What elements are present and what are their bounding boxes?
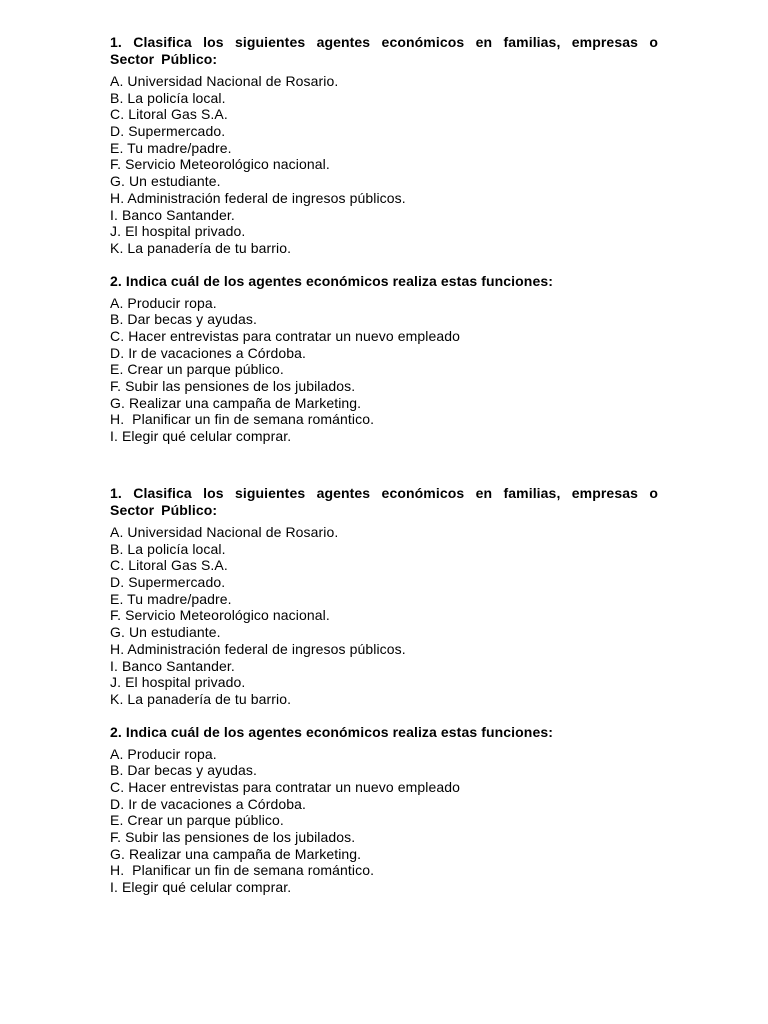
list-item: D. Supermercado.: [110, 574, 226, 591]
worksheet-copy-2: [110, 485, 658, 896]
list-item: H. Planificar un fin de semana romántico.: [110, 862, 375, 879]
question-2-title: 2. Indica cuál de los agentes económicos realiza estas funciones:: [110, 723, 553, 740]
list-item: F. Subir las pensiones de los jubilados.: [110, 378, 356, 394]
worksheet-copy-1: [110, 34, 658, 445]
list-item: D. Ir de vacaciones a Córdoba.: [110, 795, 306, 812]
list-item: B. La policía local.: [110, 540, 226, 557]
question-1-title: 1. Clasifica los siguientes agentes económicos en familias, empresas o Sector Público:: [110, 34, 658, 67]
question-1-list: [110, 73, 658, 257]
list-item: D. Supermercado.: [110, 123, 226, 140]
list-item: I. Elegir qué celular comprar.: [110, 879, 292, 896]
list-item: F. Servicio Meteorológico nacional.: [110, 607, 330, 624]
list-item: A. Universidad Nacional de Rosario.: [110, 73, 339, 89]
list-item: E. Crear un parque público.: [110, 361, 284, 378]
list-item: A. Producir ropa.: [110, 294, 217, 311]
question-2-list: [110, 746, 658, 896]
list-item: G. Un estudiante.: [110, 173, 221, 190]
list-item: C. Hacer entrevistas para contratar un nuevo empleado: [110, 778, 461, 795]
list-item: K. La panadería de tu barrio.: [110, 690, 292, 707]
list-item: C. Hacer entrevistas para contratar un nuevo empleado: [110, 327, 461, 344]
list-item: F. Subir las pensiones de los jubilados.: [110, 829, 356, 845]
list-item: C. Litoral Gas S.A.: [110, 557, 228, 574]
question-2-list: [110, 295, 658, 445]
list-item: B. Dar becas y ayudas.: [110, 311, 257, 328]
question-1-list: [110, 524, 658, 708]
list-item: I. Banco Santander.: [110, 206, 235, 223]
list-item: E. Tu madre/padre.: [110, 590, 232, 607]
question-2-title: 2. Indica cuál de los agentes económicos realiza estas funciones:: [110, 272, 553, 289]
list-item: H. Administración federal de ingresos públicos.: [110, 189, 406, 206]
list-item: G. Un estudiante.: [110, 624, 221, 641]
list-item: C. Litoral Gas S.A.: [110, 106, 228, 123]
list-item: A. Universidad Nacional de Rosario.: [110, 524, 339, 540]
list-item: B. Dar becas y ayudas.: [110, 762, 257, 779]
list-item: H. Administración federal de ingresos públicos.: [110, 640, 406, 657]
list-item: I. Elegir qué celular comprar.: [110, 428, 292, 445]
list-item: D. Ir de vacaciones a Córdoba.: [110, 344, 306, 361]
list-item: E. Tu madre/padre.: [110, 139, 232, 156]
list-item: F. Servicio Meteorológico nacional.: [110, 156, 330, 173]
list-item: J. El hospital privado.: [110, 674, 246, 691]
list-item: K. La panadería de tu barrio.: [110, 239, 292, 256]
question-1-title: 1. Clasifica los siguientes agentes económicos en familias, empresas o Sector Público:: [110, 485, 658, 518]
list-item: G. Realizar una campaña de Marketing.: [110, 845, 362, 862]
list-item: G. Realizar una campaña de Marketing.: [110, 394, 362, 411]
list-item: I. Banco Santander.: [110, 657, 235, 674]
list-item: E. Crear un parque público.: [110, 812, 284, 829]
list-item: H. Planificar un fin de semana romántico.: [110, 411, 375, 428]
list-item: J. El hospital privado.: [110, 223, 246, 240]
list-item: B. La policía local.: [110, 89, 226, 106]
list-item: A. Producir ropa.: [110, 745, 217, 762]
